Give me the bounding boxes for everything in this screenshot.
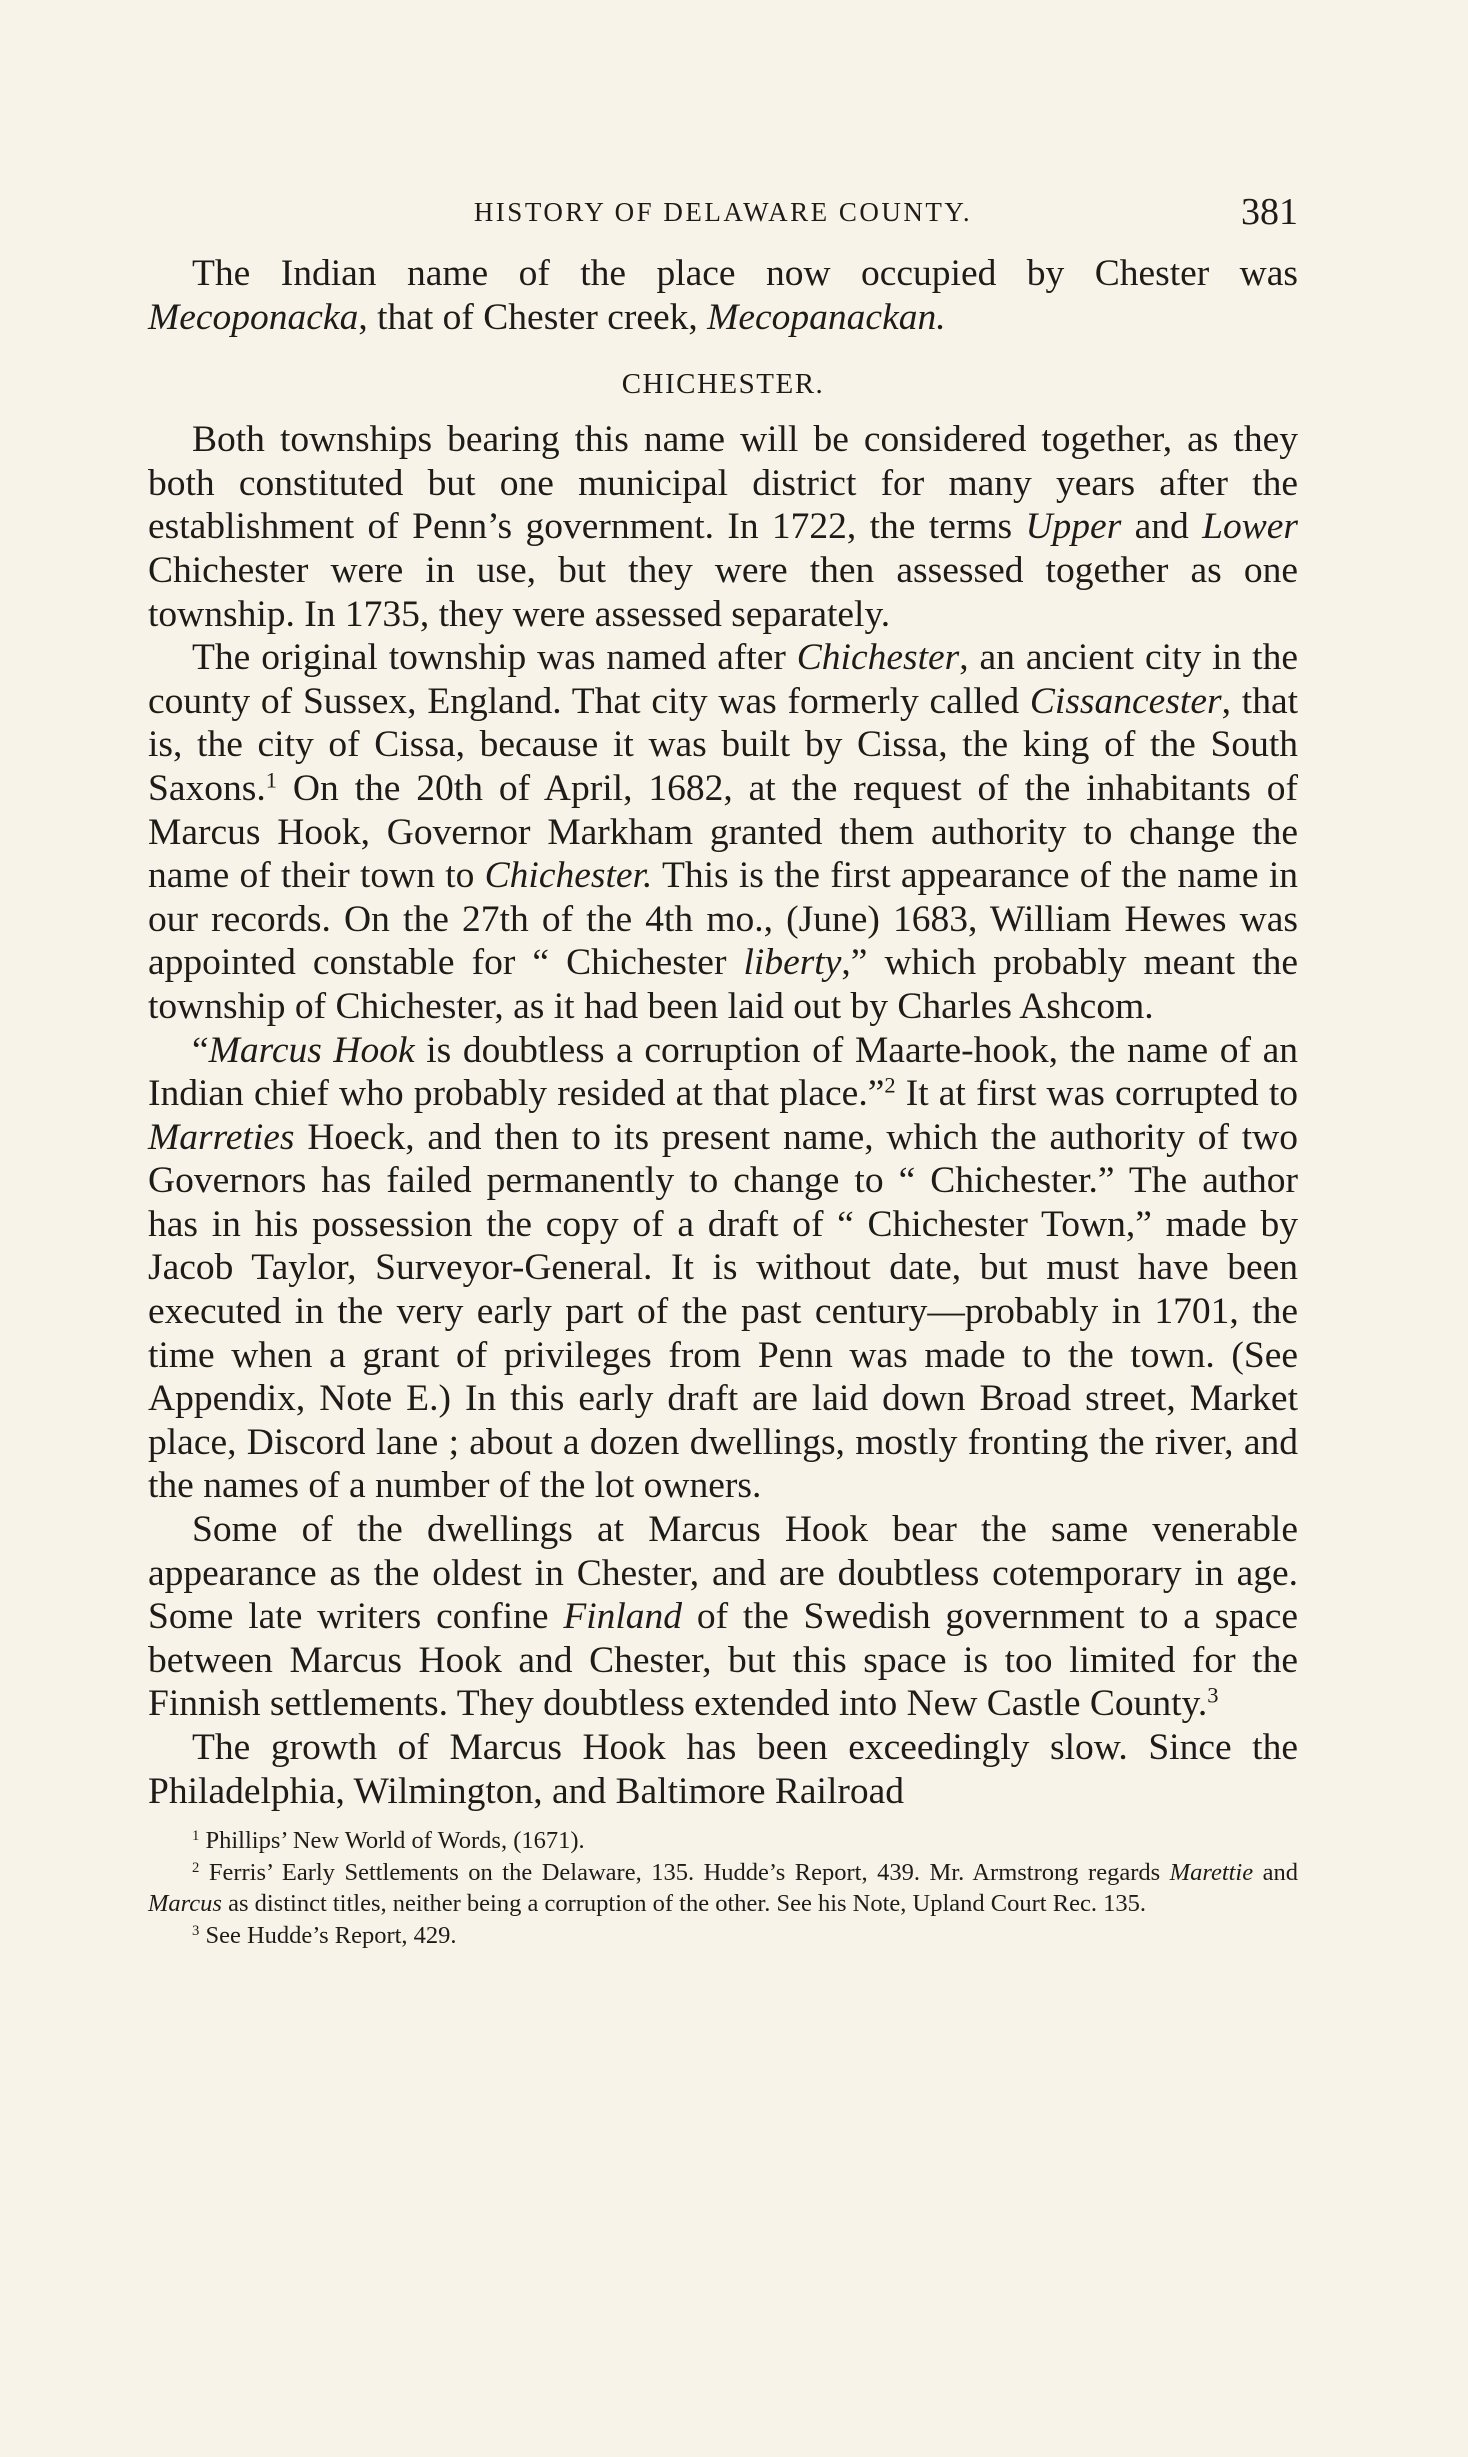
paragraph-original-township: The original township was named after Chichester, an ancient city in the county of Sussex, England. That city was formerly called Cissancester, that is, the city of Cissa, because it was built by Cissa, the king of the South Saxons.$^1$ On the 20th of April, 1682, at the request of the inhabitants of Marcus Hook, Governor Markham granted them authority to change the name of their town to Chichester. This is the first appearance of the name in our records. On the 27th of the 4th mo., (June) 1683, William Hewes was appointed constable for “ Chichester liberty,” which probably meant the township of Chichester, as it had been laid out by Charles Ashcom. [148, 637, 1299, 1027]
page-number: 381 [1241, 191, 1298, 233]
footnote-2: $^2$ Ferris’ Early Settlements on the Delaware, 135. Hudde’s Report, 439. Mr. Armstrong regards Marettie and Marcus as distinct titles, neither being a corruption of the other. See his Note, Upland Court Rec. 135. [148, 1858, 1298, 1918]
intro-paragraph: The Indian name of the place now occupied by Chester was Mecoponacka, that of Chester creek, Mecopanackan. [148, 253, 1298, 338]
paragraph-townships: Both townships bearing this name will be considered together, as they both constituted but one municipal district for many years after the establishment of Penn’s government. In 1722, the terms Upper and Lower Chichester were in use, but they were then assessed together as one township. In 1735, they were assessed separately. [148, 419, 1298, 635]
running-header [148, 182, 1298, 242]
running-title: HISTORY OF DELAWARE COUNTY. [473, 197, 973, 227]
body-text [148, 252, 1298, 1813]
section-heading: CHICHESTER. [621, 368, 825, 401]
paragraph-marcus-hook: “Marcus Hook is doubtless a corruption of Maarte-hook, the name of an Indian chief who probably resided at that place.”$^2$ It at first was corrupted to Marreties Hoeck, and then to its present name, which the authority of two Governors has failed permanently to change to “ Chichester.” The author has in his possession the copy of a draft of “ Chichester Town,” made by Jacob Taylor, Surveyor-General. It is without date, but must have been executed in the very early part of the past century—probably in 1701, the time when a grant of privileges from Penn was made to the town. (See Appendix, Note E.) In this early draft are laid down Broad street, Market place, Discord lane ; about a dozen dwellings, mostly fronting the river, and the names of a number of the lot owners. [148, 1029, 1299, 1507]
footnote-1: $^1$ Phillips’ New World of Words, (1671). [192, 1827, 585, 1855]
paragraph-growth: The growth of Marcus Hook has been exceedingly slow. Since the Philadelphia, Wilmington, and Baltimore Railroad [148, 1727, 1298, 1812]
footnote-3: $^3$ See Hudde’s Report, 429. [192, 1921, 457, 1949]
footnotes [148, 1825, 1298, 1951]
paragraph-dwellings: Some of the dwellings at Marcus Hook bear the same venerable appearance as the oldest in Chester, and are doubtless cotemporary in age. Some late writers confine Finland of the Swedish government to a space between Marcus Hook and Chester, but this space is too limited for the Finnish settlements. They doubtless extended into New Castle County.$^3$ [148, 1509, 1298, 1725]
book-page [148, 182, 1298, 1951]
